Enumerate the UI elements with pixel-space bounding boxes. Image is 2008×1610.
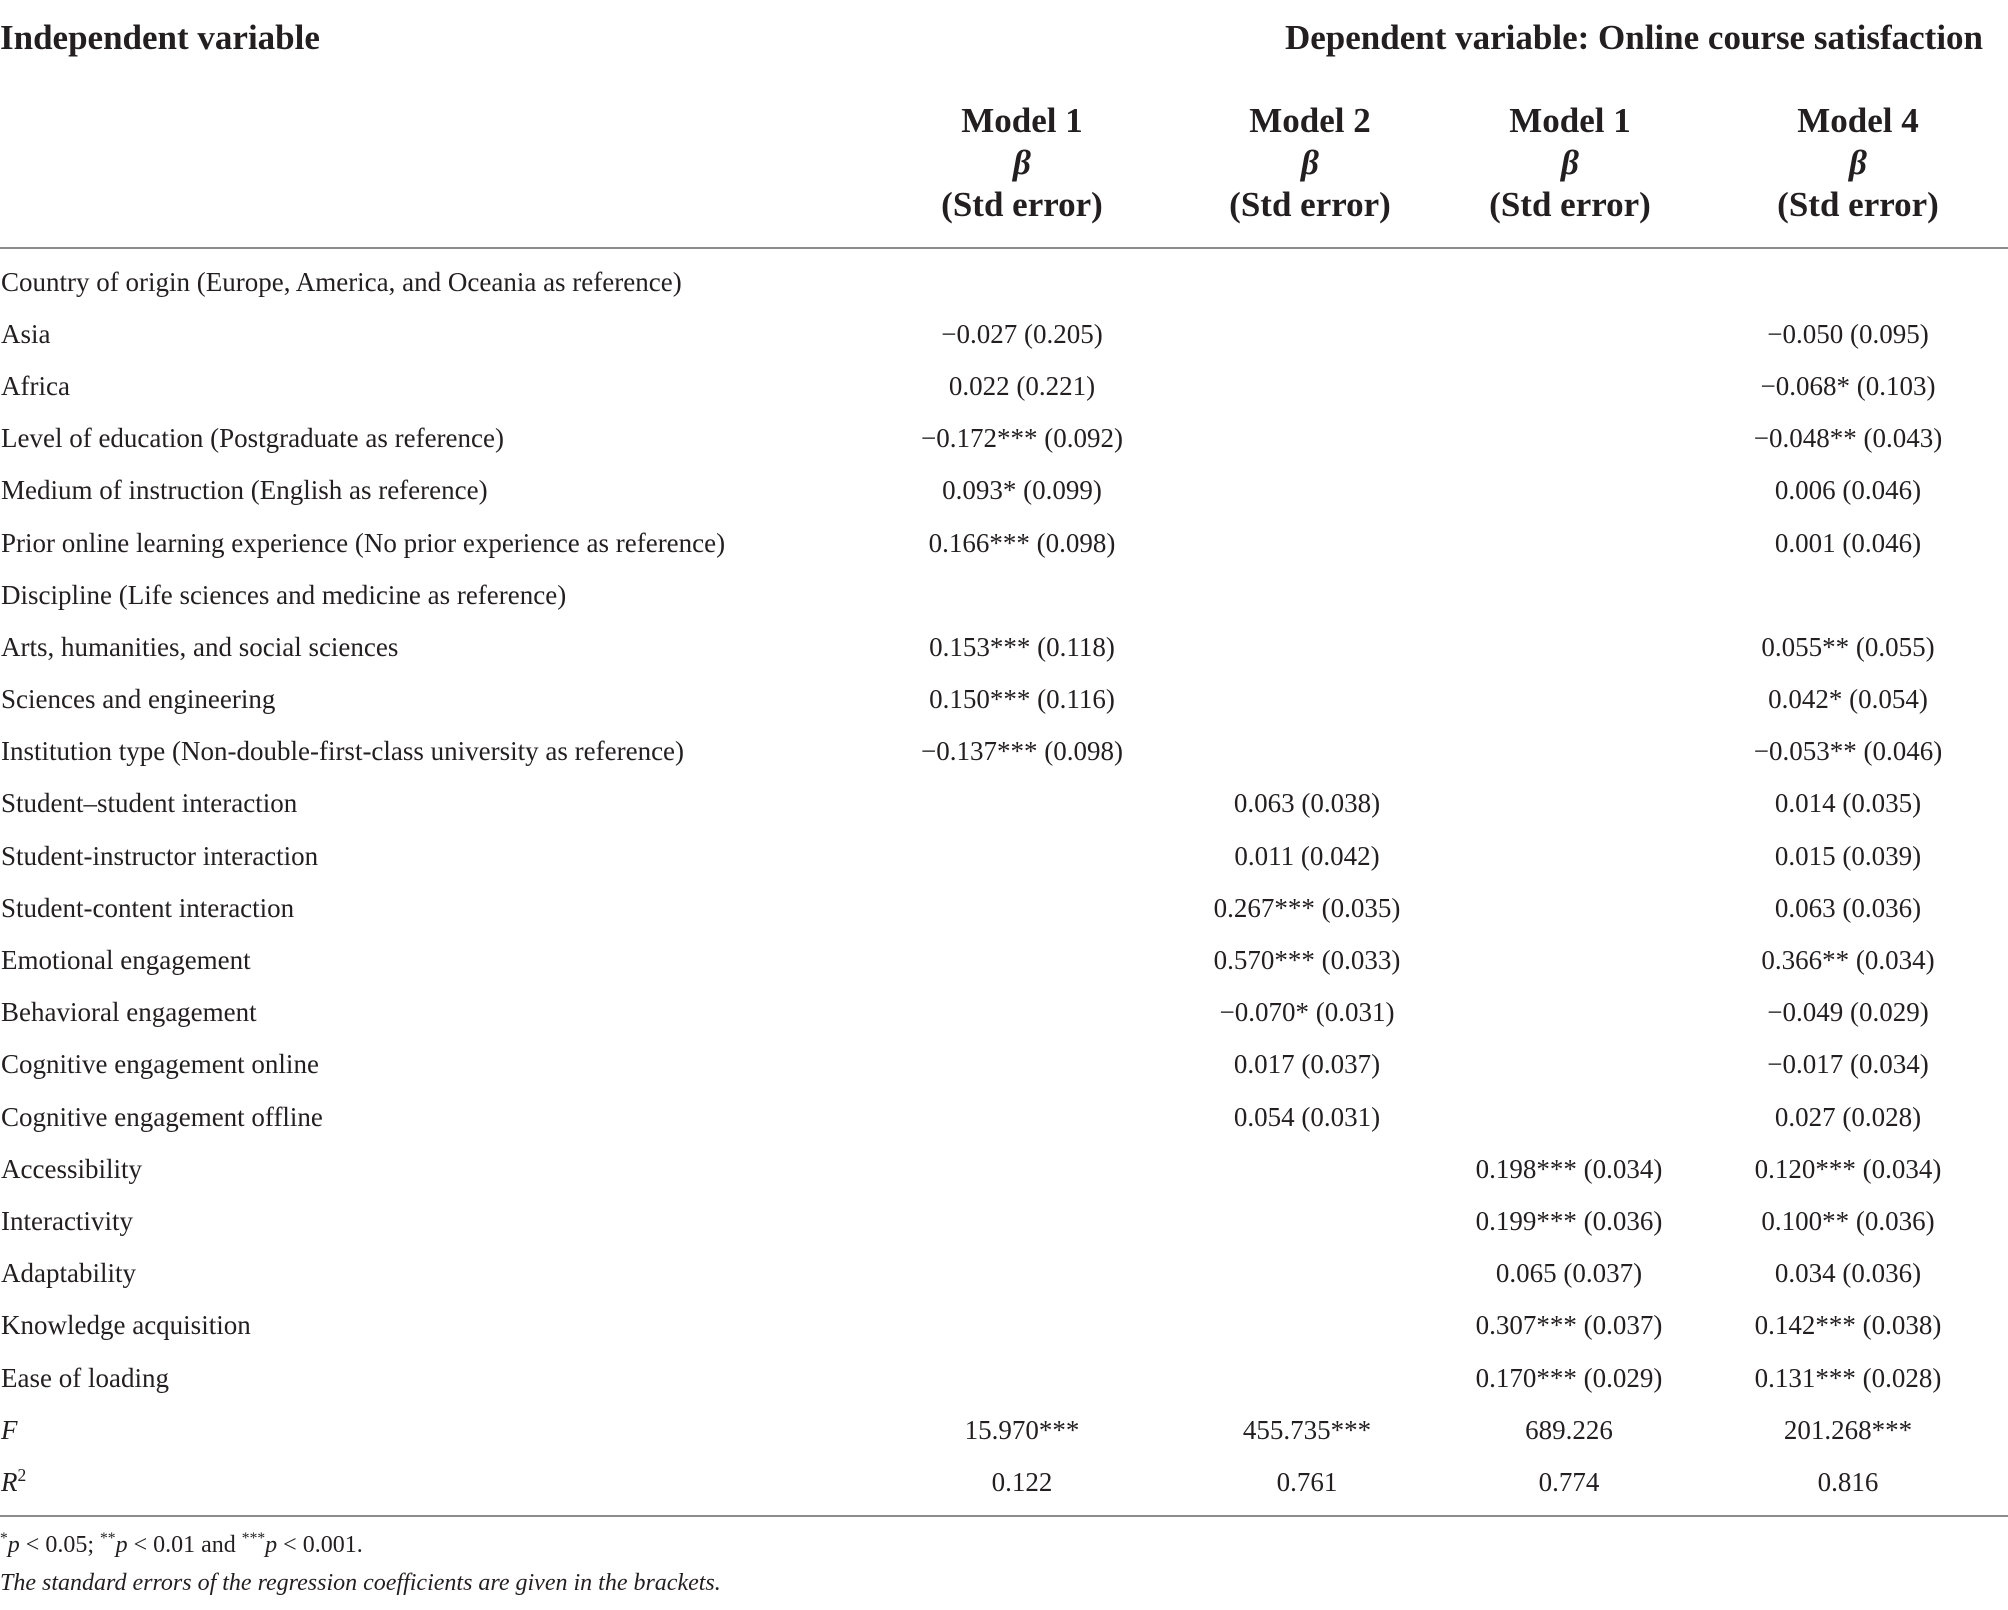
footer-divider: [0, 1515, 2008, 1517]
table-row: [0, 934, 2008, 986]
cell-model-4: −0.068* (0.103): [1760, 370, 1936, 401]
cell-model-3: [1450, 726, 1688, 778]
model-name: Model 1: [961, 101, 1083, 140]
cell-model-3: [1450, 1091, 1688, 1143]
std-error-note: The standard errors of the regression coefficients are given in the brackets.: [0, 1570, 721, 1596]
cell-model-1: [880, 256, 1164, 308]
beta-symbol: β: [1849, 143, 1867, 182]
row-label: Student-instructor interaction: [1, 840, 319, 871]
row-label: [0, 1456, 880, 1508]
cell-model-2: [1164, 308, 1450, 360]
cell-model-1: 0.166*** (0.098): [928, 527, 1116, 558]
cell-model-3: [1450, 1039, 1688, 1091]
model-header-4: [1688, 100, 2008, 226]
footnote-mark: ***: [241, 1530, 266, 1547]
beta-symbol: β: [1561, 143, 1579, 182]
cell-model-1: [880, 1300, 1164, 1352]
cell-model-3: [1450, 360, 1688, 412]
cell-model-2: [1164, 1352, 1450, 1404]
row-label: Africa: [1, 370, 70, 401]
row-label: Knowledge acquisition: [1, 1310, 251, 1341]
cell-model-4: 0.142*** (0.038): [1754, 1310, 1942, 1341]
cell-model-2: 455.735***: [1242, 1414, 1372, 1445]
cell-model-1: [880, 882, 1164, 934]
table-row: [0, 1195, 2008, 1247]
cell-model-2: [1164, 413, 1450, 465]
cell-model-2: [1164, 674, 1450, 726]
cell-model-2: [1164, 569, 1450, 621]
cell-model-4: 0.015 (0.039): [1774, 840, 1922, 871]
table-row: [0, 778, 2008, 830]
cell-model-2: 0.063 (0.038): [1233, 788, 1381, 819]
cell-model-3: [1450, 308, 1688, 360]
cell-model-2: [1164, 621, 1450, 673]
cell-model-2: [1164, 360, 1450, 412]
dependent-variable-header: Dependent variable: Online course satisfaction: [1284, 18, 1984, 57]
row-label: Behavioral engagement: [1, 997, 257, 1028]
cell-model-2: 0.267*** (0.035): [1213, 892, 1401, 923]
std-error-label: (Std error): [941, 185, 1103, 224]
table-row: [0, 1300, 2008, 1352]
cell-model-3: [1450, 778, 1688, 830]
cell-model-1: [880, 1352, 1164, 1404]
table-row: [0, 621, 2008, 673]
cell-model-1: 15.970***: [964, 1414, 1080, 1445]
row-label: Arts, humanities, and social sciences: [1, 631, 399, 662]
row-label: Level of education (Postgraduate as reference): [1, 423, 504, 454]
model-stats: [0, 1404, 2008, 1508]
row-label: Prior online learning experience (No prior experience as reference): [1, 527, 726, 558]
row-label: Cognitive engagement online: [1, 1049, 319, 1080]
footnote-mark: **: [100, 1530, 116, 1547]
footnote-mark: *: [0, 1530, 8, 1547]
cell-model-1: [880, 934, 1164, 986]
cell-model-1: −0.172*** (0.092): [921, 423, 1123, 454]
std-error-label: (Std error): [1229, 185, 1391, 224]
cell-model-4: 0.366** (0.034): [1761, 945, 1935, 976]
table-row: [0, 1039, 2008, 1091]
cell-model-4: 0.014 (0.035): [1774, 788, 1922, 819]
cell-model-2: 0.570*** (0.033): [1213, 945, 1401, 976]
p-symbol: p: [7, 1532, 20, 1558]
cell-model-4: 0.001 (0.046): [1774, 527, 1922, 558]
cell-model-2: 0.011 (0.042): [1234, 840, 1380, 871]
cell-model-4: 0.042* (0.054): [1768, 684, 1928, 715]
cell-model-2: [1164, 1143, 1450, 1195]
cell-model-3: 0.307*** (0.037): [1475, 1310, 1663, 1341]
cell-model-2: [1164, 1300, 1450, 1352]
cell-model-1: 0.022 (0.221): [948, 370, 1096, 401]
cell-model-3: [1450, 256, 1688, 308]
cell-model-3: [1450, 987, 1688, 1039]
regression-table: [0, 256, 2008, 1509]
row-label: Emotional engagement: [1, 945, 251, 976]
cell-model-1: [880, 987, 1164, 1039]
row-label: F: [1, 1414, 18, 1445]
table-row: [0, 1143, 2008, 1195]
cell-model-2: 0.017 (0.037): [1233, 1049, 1381, 1080]
cell-model-3: [1450, 413, 1688, 465]
cell-model-3: 689.226: [1525, 1414, 1613, 1445]
cell-model-2: 0.761: [1276, 1466, 1338, 1497]
superscript: 2: [17, 1464, 27, 1485]
cell-model-4: −0.048** (0.043): [1753, 423, 1943, 454]
cell-model-4: −0.050 (0.095): [1767, 318, 1929, 349]
beta-symbol: β: [1301, 143, 1319, 182]
table-row: [0, 569, 2008, 621]
cell-model-4: 0.131*** (0.028): [1754, 1362, 1942, 1393]
cell-model-1: [880, 830, 1164, 882]
row-label: Country of origin (Europe, America, and Oceania as reference): [1, 266, 682, 297]
significance-note: [0, 1526, 721, 1564]
row-label: Cognitive engagement offline: [1, 1101, 323, 1132]
cell-model-3: [1450, 517, 1688, 569]
cell-model-1: [880, 569, 1164, 621]
table-row: [0, 256, 2008, 308]
cell-model-3: [1450, 882, 1688, 934]
std-error-label: (Std error): [1489, 185, 1651, 224]
table-row: [0, 308, 2008, 360]
cell-model-4: 0.063 (0.036): [1774, 892, 1922, 923]
row-label: Adaptability: [1, 1258, 136, 1289]
cell-model-3: [1450, 674, 1688, 726]
table-row-r-squared: [0, 1456, 2008, 1508]
table-body: [0, 256, 2008, 1404]
row-label: Medium of instruction (English as reference): [1, 475, 488, 506]
cell-model-3: 0.170*** (0.029): [1475, 1362, 1663, 1393]
cell-model-4: 0.120*** (0.034): [1754, 1153, 1942, 1184]
cell-model-3: [1450, 934, 1688, 986]
cell-model-3: 0.065 (0.037): [1495, 1258, 1643, 1289]
row-label: Ease of loading: [1, 1362, 169, 1393]
cell-model-3: 0.199*** (0.036): [1475, 1205, 1663, 1236]
beta-symbol: β: [1013, 143, 1031, 182]
cell-model-4: −0.017 (0.034): [1767, 1049, 1929, 1080]
p-symbol: p: [115, 1532, 128, 1558]
row-label: Discipline (Life sciences and medicine as reference): [1, 579, 567, 610]
cell-model-4: 0.034 (0.036): [1774, 1258, 1922, 1289]
table-row: [0, 726, 2008, 778]
cell-model-1: [880, 1039, 1164, 1091]
cell-model-1: 0.122: [991, 1466, 1053, 1497]
table-row: [0, 1352, 2008, 1404]
row-label: Student–student interaction: [1, 788, 298, 819]
cell-model-1: −0.027 (0.205): [941, 318, 1103, 349]
row-label: Student-content interaction: [1, 892, 295, 923]
cell-model-4: 0.100** (0.036): [1761, 1205, 1935, 1236]
cell-model-1: 0.150*** (0.116): [929, 684, 1115, 715]
cell-model-1: [880, 778, 1164, 830]
table-row: [0, 1248, 2008, 1300]
model-name: Model 2: [1249, 101, 1371, 140]
cell-model-4: 0.055** (0.055): [1761, 631, 1935, 662]
cell-model-3: [1450, 621, 1688, 673]
table-row: [0, 360, 2008, 412]
cell-model-2: [1164, 1195, 1450, 1247]
cell-model-2: −0.070* (0.031): [1219, 997, 1395, 1028]
table-row: [0, 517, 2008, 569]
cell-model-2: [1164, 726, 1450, 778]
cell-model-4: 0.006 (0.046): [1774, 475, 1922, 506]
cell-model-2: 0.054 (0.031): [1233, 1101, 1381, 1132]
table-header: [0, 0, 2008, 248]
cell-model-2: [1164, 1248, 1450, 1300]
table-row: [0, 882, 2008, 934]
cell-model-2: [1164, 256, 1450, 308]
cell-model-1: [880, 1091, 1164, 1143]
cell-model-4: 0.027 (0.028): [1774, 1101, 1922, 1132]
cell-model-2: [1164, 517, 1450, 569]
cell-model-1: [880, 1248, 1164, 1300]
table-row: [0, 413, 2008, 465]
cell-model-1: [880, 1195, 1164, 1247]
table-row: [0, 830, 2008, 882]
cell-model-4: 0.816: [1817, 1466, 1879, 1497]
footnote-text: < 0.01 and: [127, 1532, 242, 1558]
table-row-f-statistic: [0, 1404, 2008, 1456]
cell-model-4: [1688, 569, 2008, 621]
cell-model-3: 0.774: [1538, 1466, 1600, 1497]
cell-model-1: 0.093* (0.099): [942, 475, 1102, 506]
footnote-text: < 0.05;: [19, 1532, 100, 1558]
independent-variable-header: Independent variable: [0, 18, 320, 57]
std-error-label: (Std error): [1777, 185, 1939, 224]
cell-model-1: −0.137*** (0.098): [921, 736, 1123, 767]
row-label: Institution type (Non-double-first-class university as reference): [1, 736, 685, 767]
cell-model-4: [1688, 256, 2008, 308]
cell-model-1: [880, 1143, 1164, 1195]
cell-model-4: 201.268***: [1783, 1414, 1913, 1445]
cell-model-3: [1450, 465, 1688, 517]
table-row: [0, 465, 2008, 517]
cell-model-3: [1450, 569, 1688, 621]
model-name: Model 1: [1509, 101, 1631, 140]
row-label: Asia: [1, 318, 51, 349]
cell-model-4: −0.053** (0.046): [1753, 736, 1943, 767]
table-row: [0, 1091, 2008, 1143]
footnote-text: < 0.001.: [277, 1532, 363, 1558]
table-footnotes: [0, 1526, 721, 1602]
row-label: Accessibility: [1, 1153, 142, 1184]
cell-model-4: −0.049 (0.029): [1767, 997, 1929, 1028]
table-row: [0, 987, 2008, 1039]
table-row: [0, 674, 2008, 726]
model-name: Model 4: [1797, 101, 1919, 140]
r-symbol: R: [1, 1466, 18, 1497]
row-label: Sciences and engineering: [1, 684, 276, 715]
row-label: Interactivity: [1, 1205, 133, 1236]
cell-model-1: 0.153*** (0.118): [929, 631, 1115, 662]
cell-model-3: 0.198*** (0.034): [1475, 1153, 1663, 1184]
cell-model-2: [1164, 465, 1450, 517]
header-divider: [0, 247, 2008, 249]
p-symbol: p: [265, 1532, 278, 1558]
cell-model-3: [1450, 830, 1688, 882]
